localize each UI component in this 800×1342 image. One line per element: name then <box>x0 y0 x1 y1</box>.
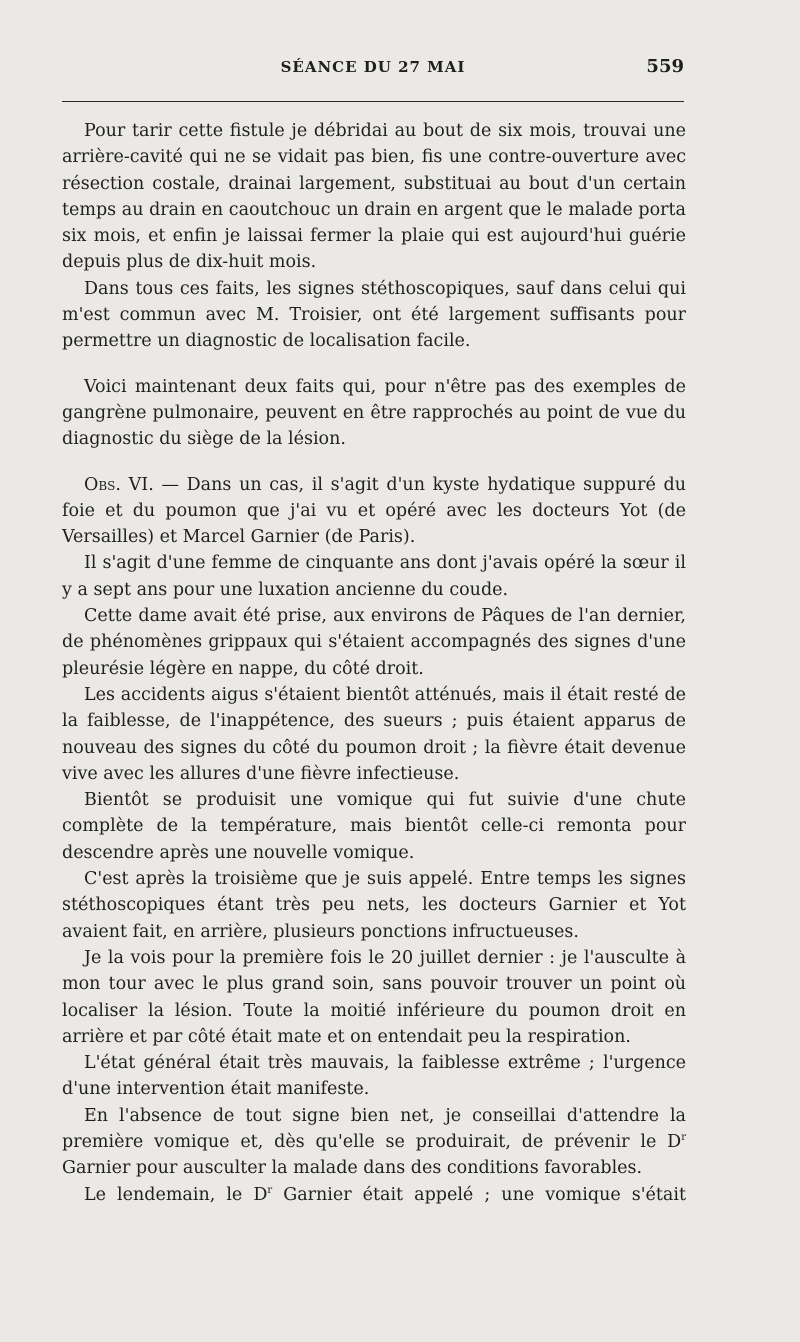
paragraph-13 <box>62 1182 686 1208</box>
paragraph-1: Pour tarir cette fistule je débridai au bout de six mois, trouvai une arrière-cavité qui ne se vidait pas bien, fis une contre-ouverture avec résection costale, drainai largement, substituai au bout d'un certain temps au drain en caoutchouc un drain en argent que le malade porta six mois, et enfin je laissai fermer la plaie qui est aujourd'hui guérie depuis plus de dix-huit mois. <box>62 121 686 273</box>
obs-label: Obs. VI. — <box>84 474 179 495</box>
paragraph-11: L'état général était très mauvais, la faiblesse extrême ; l'urgence d'une intervention était manifeste. <box>62 1053 686 1100</box>
paragraph-6: Cette dame avait été prise, aux environs de Pâques de l'an dernier, de phénomènes grippaux qui s'étaient accompagnés des signes d'une pleurésie légère en nappe, du côté droit. <box>62 606 686 679</box>
obs-6-text: Dans un cas, il s'agit d'un kyste hydatique suppuré du foie et du poumon que j'ai vu et opéré avec les docteurs Yot (de Versailles) et Marcel Garnier (de Paris). <box>62 474 686 548</box>
paragraph-12-start: En l'absence de tout signe bien net, je conseillai d'attendre la première vomique et, dès qu'elle se produirait, de prévenir le D <box>62 1105 686 1152</box>
paragraph-8: Bientôt se produisit une vomique qui fut suivie d'une chute complète de la température, mais bientôt celle-ci remonta pour descendre après une nouvelle vomique. <box>62 790 686 863</box>
paragraph-obs-6 <box>62 472 686 551</box>
paragraph-5: Il s'agit d'une femme de cinquante ans dont j'avais opéré la sœur il y a sept ans pour une luxation ancienne du coude. <box>62 553 686 600</box>
body-text <box>62 118 686 1208</box>
paragraph-2: Dans tous ces faits, les signes stéthoscopiques, sauf dans celui qui m'est commun avec M. Troisier, ont été largement suffisants pour permettre un diagnostic de localisation facile. <box>62 278 686 352</box>
paragraph-13-start: Le lendemain, le D <box>84 1184 268 1205</box>
header-title: SÉANCE DU 27 MAI <box>280 58 466 76</box>
paragraph-10: Je la vois pour la première fois le 20 juillet dernier : je l'ausculte à mon tour avec le plus grand soin, sans pouvoir trouver un point où localiser la lésion. Toute la moitié inférieure du poumon droit en arrière et par côté était mate et on entendait peu la respiration. <box>62 947 686 1047</box>
paragraph-3: Voici maintenant deux faits qui, pour n'être pas des exemples de gangrène pulmonaire, peuvent en être rapprochés au point de vue du diagnostic du siège de la lésion. <box>62 376 686 450</box>
paragraph-12-end: Garnier pour ausculter la malade dans des conditions favorables. <box>62 1158 643 1179</box>
header-rule <box>62 101 684 102</box>
paragraph-12 <box>62 1103 686 1182</box>
paragraph-7: Les accidents aigus s'étaient bientôt atténués, mais il était resté de la faiblesse, de l'inappétence, des sueurs ; puis étaient apparus de nouveau des signes du côté du poumon droit ; la fièvre était devenue vive avec les allures d'une fièvre infectieuse. <box>62 684 686 784</box>
running-header <box>62 58 684 88</box>
title-abbrev-sup: r <box>681 1131 686 1143</box>
paragraph-9: C'est après la troisième que je suis appelé. Entre temps les signes stéthoscopiques étant très peu nets, les docteurs Garnier et Yot avaient fait, en arrière, plusieurs ponctions infructueuses. <box>62 869 686 942</box>
paragraph-13-end: Garnier était appelé ; une vomique s'était <box>272 1184 686 1205</box>
page-number: 559 <box>646 56 684 77</box>
title-abbrev-sup-2: r <box>267 1184 273 1196</box>
